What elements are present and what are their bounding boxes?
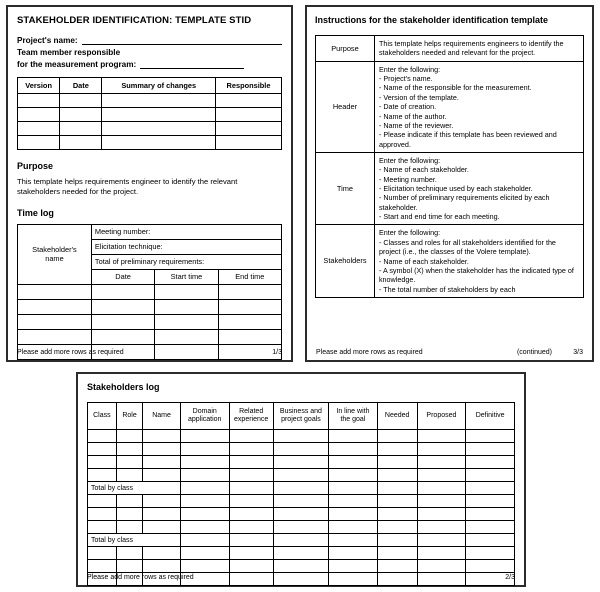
footer-note: Please add more rows as required <box>316 349 423 356</box>
table-header-row <box>18 77 282 93</box>
column-header-related-experience: Related experience <box>229 403 273 430</box>
page-number: 1/3 <box>272 349 282 356</box>
table-row[interactable] <box>88 469 515 482</box>
page-title: STAKEHOLDER IDENTIFICATION: TEMPLATE STID <box>17 15 252 26</box>
project-name-rule <box>82 43 282 45</box>
instructions-title: Instructions for the stakeholder identification template <box>315 15 549 25</box>
table-row[interactable] <box>88 560 515 573</box>
purpose-text: This template helps requirements engineer to identify the relevant stakeholders needed for the project. <box>17 176 238 196</box>
stakeholders-log-title: Stakeholders log <box>87 382 160 392</box>
table-row[interactable] <box>88 495 515 508</box>
total-by-class-label: Total by class <box>88 482 181 495</box>
column-header-in-line-with-goal: In line with the goal <box>329 403 378 430</box>
footer-note: Please add more rows as required <box>17 349 124 356</box>
table-row[interactable] <box>88 521 515 534</box>
table-row[interactable] <box>18 135 282 149</box>
elicitation-technique-cell[interactable]: Elicitation technique: <box>91 239 281 254</box>
instructions-panel <box>305 5 594 362</box>
table-row[interactable] <box>18 329 282 344</box>
table-row[interactable] <box>18 93 282 107</box>
preliminary-requirements-cell[interactable]: Total of preliminary requirements: <box>91 254 281 269</box>
header-fields <box>17 35 282 71</box>
team-member-field[interactable] <box>17 59 282 71</box>
stakeholders-log-table <box>87 402 515 586</box>
instruction-label-stakeholders: Stakeholders <box>316 225 375 298</box>
column-header-business-project-goals: Business and project goals <box>273 403 328 430</box>
column-header-class: Class <box>88 403 117 430</box>
footer <box>17 349 282 356</box>
table-row[interactable] <box>88 430 515 443</box>
instruction-row-purpose <box>316 36 584 62</box>
team-member-rule <box>140 67 244 69</box>
total-by-class-row[interactable] <box>88 534 515 547</box>
table-row[interactable] <box>88 443 515 456</box>
column-header-version: Version <box>18 77 60 93</box>
footer-note: Please add more rows as required <box>87 574 194 581</box>
instruction-body-time: Enter the following: - Name of each stakeholder. - Meeting number. - Elicitation technique used by each stakeholder. - Number of preliminary requirements elicited by each stakeholder. - Start and end time for each meeting. <box>374 152 583 225</box>
version-changes-table <box>17 77 282 150</box>
column-header-responsible: Responsible <box>215 77 281 93</box>
stakeholder-name-label: Stakeholder's name <box>18 224 92 284</box>
column-header-definitive: Definitive <box>466 403 515 430</box>
team-member-label-line1: Team member responsible <box>17 47 121 57</box>
total-by-class-row[interactable] <box>88 482 515 495</box>
purpose-heading: Purpose <box>17 160 54 171</box>
column-header-domain-application: Domain application <box>180 403 229 430</box>
instruction-body-header: Enter the following: - Project's name. - Name of the responsible for the measurement. - Version of the template. - Date of creation. - Name of the author. - Name of the reviewer. - Please indicate if this template has been reviewed and approved. <box>374 61 583 152</box>
page-number: 2/3 <box>505 574 515 581</box>
page-number: 3/3 <box>573 349 583 356</box>
project-name-label: Project's name: <box>17 36 78 45</box>
footer <box>87 574 515 581</box>
instruction-row-time <box>316 152 584 225</box>
template-stid-panel <box>6 5 293 362</box>
time-log-table <box>17 224 282 360</box>
instruction-label-time: Time <box>316 152 375 225</box>
instruction-body-stakeholders: Enter the following: - Classes and roles for all stakeholders identified for the project (i.e., the classes of the Volere template). - Name of each stakeholder. - A symbol (X) when the stakeholder has the indicated type of knowledge. - The total number of stakeholders by each <box>374 225 583 298</box>
meeting-number-cell[interactable]: Meeting number: <box>91 224 281 239</box>
instructions-table <box>315 35 584 298</box>
column-header-date: Date <box>60 77 102 93</box>
column-header-proposed: Proposed <box>417 403 466 430</box>
total-by-class-label: Total by class <box>88 534 181 547</box>
instruction-row-stakeholders <box>316 225 584 298</box>
table-row[interactable] <box>88 547 515 560</box>
table-header-row <box>88 403 515 430</box>
table-row[interactable] <box>88 508 515 521</box>
column-header-date: Date <box>91 269 154 284</box>
column-header-start-time: Start time <box>155 269 218 284</box>
column-header-name: Name <box>143 403 181 430</box>
table-row[interactable] <box>18 107 282 121</box>
time-log-row-meeting <box>18 224 282 239</box>
column-header-role: Role <box>116 403 143 430</box>
instruction-label-purpose: Purpose <box>316 36 375 62</box>
continued-label: (continued) <box>516 349 552 356</box>
time-log-heading: Time log <box>17 207 54 218</box>
column-header-summary: Summary of changes <box>102 77 216 93</box>
table-row[interactable] <box>18 284 282 299</box>
team-member-label-line2: for the measurement program: <box>17 59 137 69</box>
column-header-needed: Needed <box>377 403 417 430</box>
table-row[interactable] <box>18 121 282 135</box>
table-row[interactable] <box>18 314 282 329</box>
column-header-end-time: End time <box>218 269 281 284</box>
instruction-label-header: Header <box>316 61 375 152</box>
table-row[interactable] <box>88 456 515 469</box>
instruction-row-header <box>316 61 584 152</box>
project-name-field[interactable] <box>17 35 282 47</box>
table-row[interactable] <box>18 299 282 314</box>
stakeholders-log-panel <box>76 372 526 587</box>
instruction-body-purpose: This template helps requirements engineers to identify the stakeholders needed and relevant for the project. <box>374 36 583 62</box>
